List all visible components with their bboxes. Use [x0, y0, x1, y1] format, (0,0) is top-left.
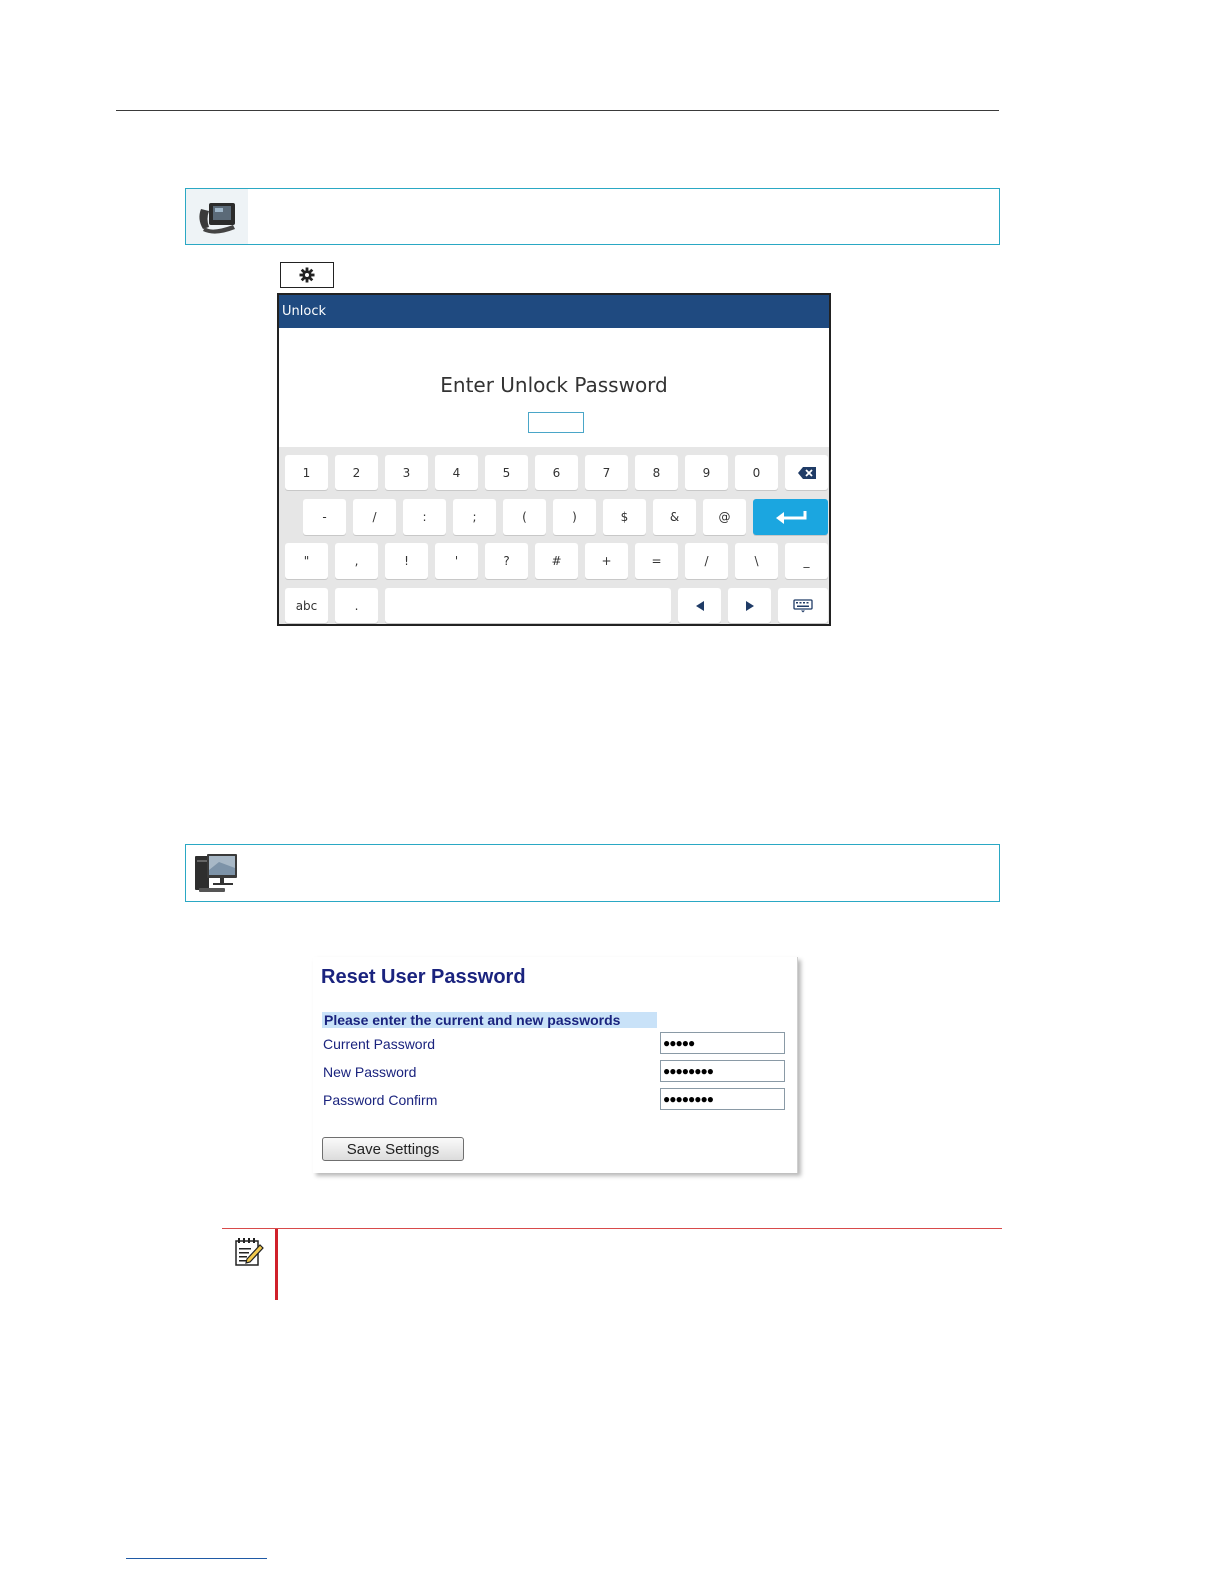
gear-icon	[299, 267, 315, 283]
key-plus[interactable]: +	[585, 543, 628, 579]
keyboard-icon	[793, 599, 813, 613]
space-key[interactable]	[385, 588, 671, 623]
on-screen-keyboard	[279, 447, 829, 624]
abc-key[interactable]: abc	[285, 588, 328, 623]
header-rule	[116, 110, 999, 111]
screen-title: Unlock	[279, 295, 829, 328]
key-6[interactable]: 6	[535, 455, 578, 490]
key-at[interactable]: @	[703, 499, 746, 535]
key-ampersand[interactable]: &	[653, 499, 696, 535]
key-equals[interactable]: =	[635, 543, 678, 579]
key-colon[interactable]: :	[403, 499, 446, 535]
enter-key[interactable]	[753, 499, 828, 535]
current-password-label: Current Password	[323, 1036, 436, 1052]
key-2[interactable]: 2	[335, 455, 378, 490]
key-3[interactable]: 3	[385, 455, 428, 490]
key-apostrophe[interactable]: '	[435, 543, 478, 579]
key-close-paren[interactable]: )	[553, 499, 596, 535]
web-ui-section-box	[185, 844, 1000, 902]
key-9[interactable]: 9	[685, 455, 728, 490]
backspace-key[interactable]	[785, 455, 828, 490]
key-5[interactable]: 5	[485, 455, 528, 490]
key-double-quote[interactable]: "	[285, 543, 328, 579]
key-1[interactable]: 1	[285, 455, 328, 490]
phone-unlock-screen	[277, 293, 831, 626]
reset-password-form	[313, 957, 798, 1173]
phone-ui-section-box	[185, 188, 1000, 245]
key-slash[interactable]: /	[353, 499, 396, 535]
new-password-field[interactable]: ●●●●●●●●	[660, 1060, 785, 1082]
notepad-icon	[234, 1237, 264, 1267]
cursor-right-key[interactable]	[728, 588, 771, 623]
enter-icon	[775, 510, 807, 524]
password-confirm-field[interactable]: ●●●●●●●●	[660, 1088, 785, 1110]
cursor-left-key[interactable]	[678, 588, 721, 623]
key-hash[interactable]: #	[535, 543, 578, 579]
key-open-paren[interactable]: (	[503, 499, 546, 535]
key-7[interactable]: 7	[585, 455, 628, 490]
key-forward-slash[interactable]: /	[685, 543, 728, 579]
key-comma[interactable]: ,	[335, 543, 378, 579]
footer-link-rule	[126, 1558, 267, 1559]
form-section-header: Please enter the current and new passwords	[322, 1012, 657, 1028]
arrow-left-icon	[695, 601, 705, 611]
arrow-right-icon	[745, 601, 755, 611]
key-dash[interactable]: -	[303, 499, 346, 535]
new-password-label: New Password	[323, 1064, 417, 1080]
password-confirm-label: Password Confirm	[323, 1092, 438, 1108]
key-semicolon[interactable]: ;	[453, 499, 496, 535]
key-question[interactable]: ?	[485, 543, 528, 579]
note-top-rule	[222, 1228, 1002, 1229]
key-4[interactable]: 4	[435, 455, 478, 490]
backspace-icon	[798, 467, 816, 479]
key-exclamation[interactable]: !	[385, 543, 428, 579]
key-period[interactable]: .	[335, 588, 378, 623]
key-dollar[interactable]: $	[603, 499, 646, 535]
note-bar	[275, 1229, 278, 1300]
save-settings-button[interactable]: Save Settings	[322, 1137, 464, 1161]
computer-icon	[186, 845, 248, 901]
key-underscore[interactable]: _	[785, 543, 828, 579]
unlock-prompt: Enter Unlock Password	[440, 373, 668, 397]
form-title: Reset User Password	[321, 966, 526, 988]
settings-key[interactable]	[280, 262, 334, 288]
desk-phone-icon	[186, 189, 248, 244]
current-password-field[interactable]: ●●●●●	[660, 1032, 785, 1054]
key-0[interactable]: 0	[735, 455, 778, 490]
hide-keyboard-key[interactable]	[778, 588, 828, 623]
unlock-password-input[interactable]	[528, 412, 584, 433]
key-8[interactable]: 8	[635, 455, 678, 490]
key-backslash[interactable]: \	[735, 543, 778, 579]
